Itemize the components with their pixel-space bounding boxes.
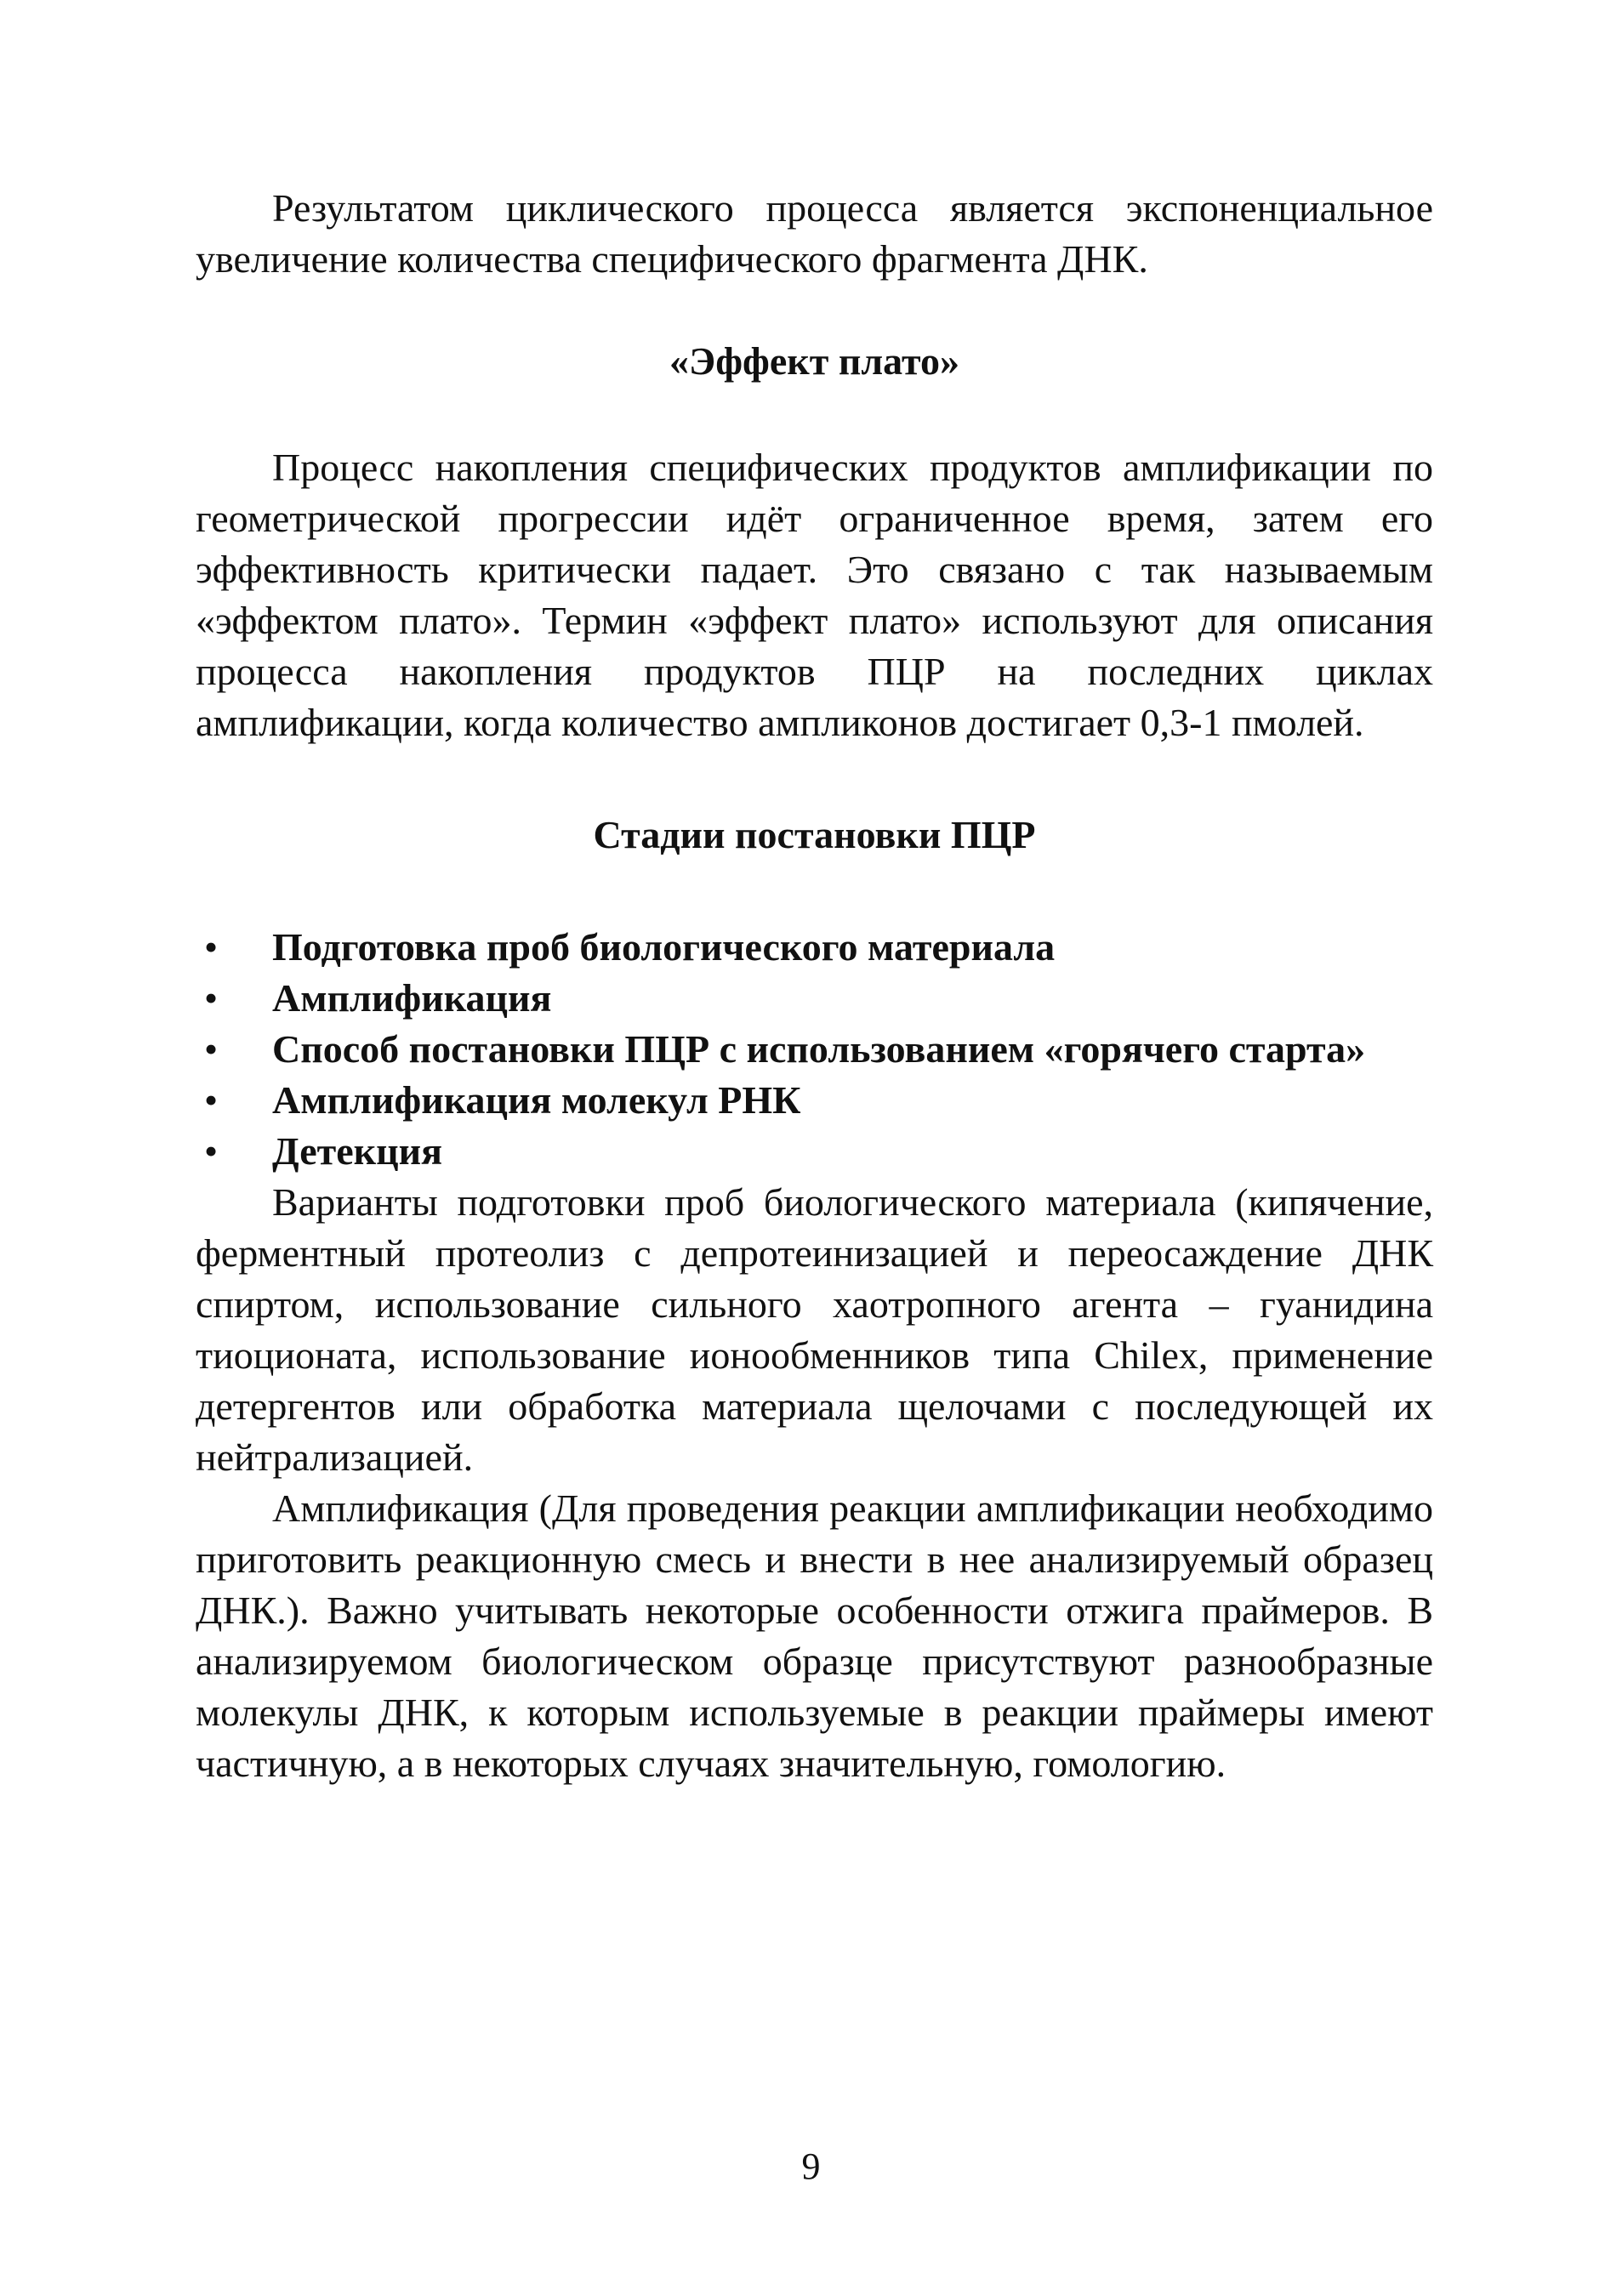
bullet-icon: • xyxy=(204,1078,219,1122)
paragraph-plateau: Процесс накопления специфических продуктов амплификации по геометрической прогрессии идёт ограниченное время, затем его эффективность критически падает. Это связано с так называемым «эффектом плато». Термин «эффект плато» используют для описания процесса накопления продуктов ПЦР на последних циклах амплификации, когда количество ампликонов достигает 0,3-1 пмолей. xyxy=(196,446,1433,744)
bullet-icon: • xyxy=(204,976,219,1020)
page-content xyxy=(196,183,1433,1789)
list-item-label: Детекция xyxy=(272,1129,443,1173)
bullet-icon: • xyxy=(204,1129,219,1173)
bullet-icon: • xyxy=(204,925,219,969)
list-item-label: Амплификация xyxy=(272,976,552,1020)
list-item xyxy=(196,1024,1433,1075)
list-item-label: Способ постановки ПЦР с использованием «горячего старта» xyxy=(272,1027,1366,1071)
bullet-icon: • xyxy=(204,1027,219,1071)
list-item-label: Подготовка проб биологического материала xyxy=(272,925,1056,969)
paragraph-intro: Результатом циклического процесса является экспоненциальное увеличение количества специфического фрагмента ДНК. xyxy=(196,186,1433,281)
page-number: 9 xyxy=(801,2145,821,2187)
list-item-label: Амплификация молекул РНК xyxy=(272,1078,801,1122)
list-item xyxy=(196,1075,1433,1126)
list-item xyxy=(196,1126,1433,1177)
list-item xyxy=(196,973,1433,1024)
heading-plateau-effect: «Эффект плато» xyxy=(669,339,959,383)
paragraph-amplification: Амплификация (Для проведения реакции амплификации необходимо приготовить реакционную смесь и внести в нее анализируемый образец ДНК.). Важно учитывать некоторые особенности отжига праймеров. В анализируемом биологическом образце присутствуют разнообразные молекулы ДНК, к которым используемые в реакции праймеры имеют частичную, а в некоторых случаях значительную, гомологию. xyxy=(196,1486,1433,1785)
heading-pcr-stages: Стадии постановки ПЦР xyxy=(593,813,1036,856)
list-item xyxy=(196,922,1433,973)
paragraph-sample-prep: Варианты подготовки проб биологического материала (кипячение, ферментный протеолиз с депротеинизацией и переосаждение ДНК спиртом, использование сильного хаотропного агента – гуанидина тиоционата, использование ионообменников типа Chilex, применение детергентов или обработка материала щелочами с последующей их нейтрализацией. xyxy=(196,1180,1433,1479)
pcr-stages-list xyxy=(196,922,1433,1177)
